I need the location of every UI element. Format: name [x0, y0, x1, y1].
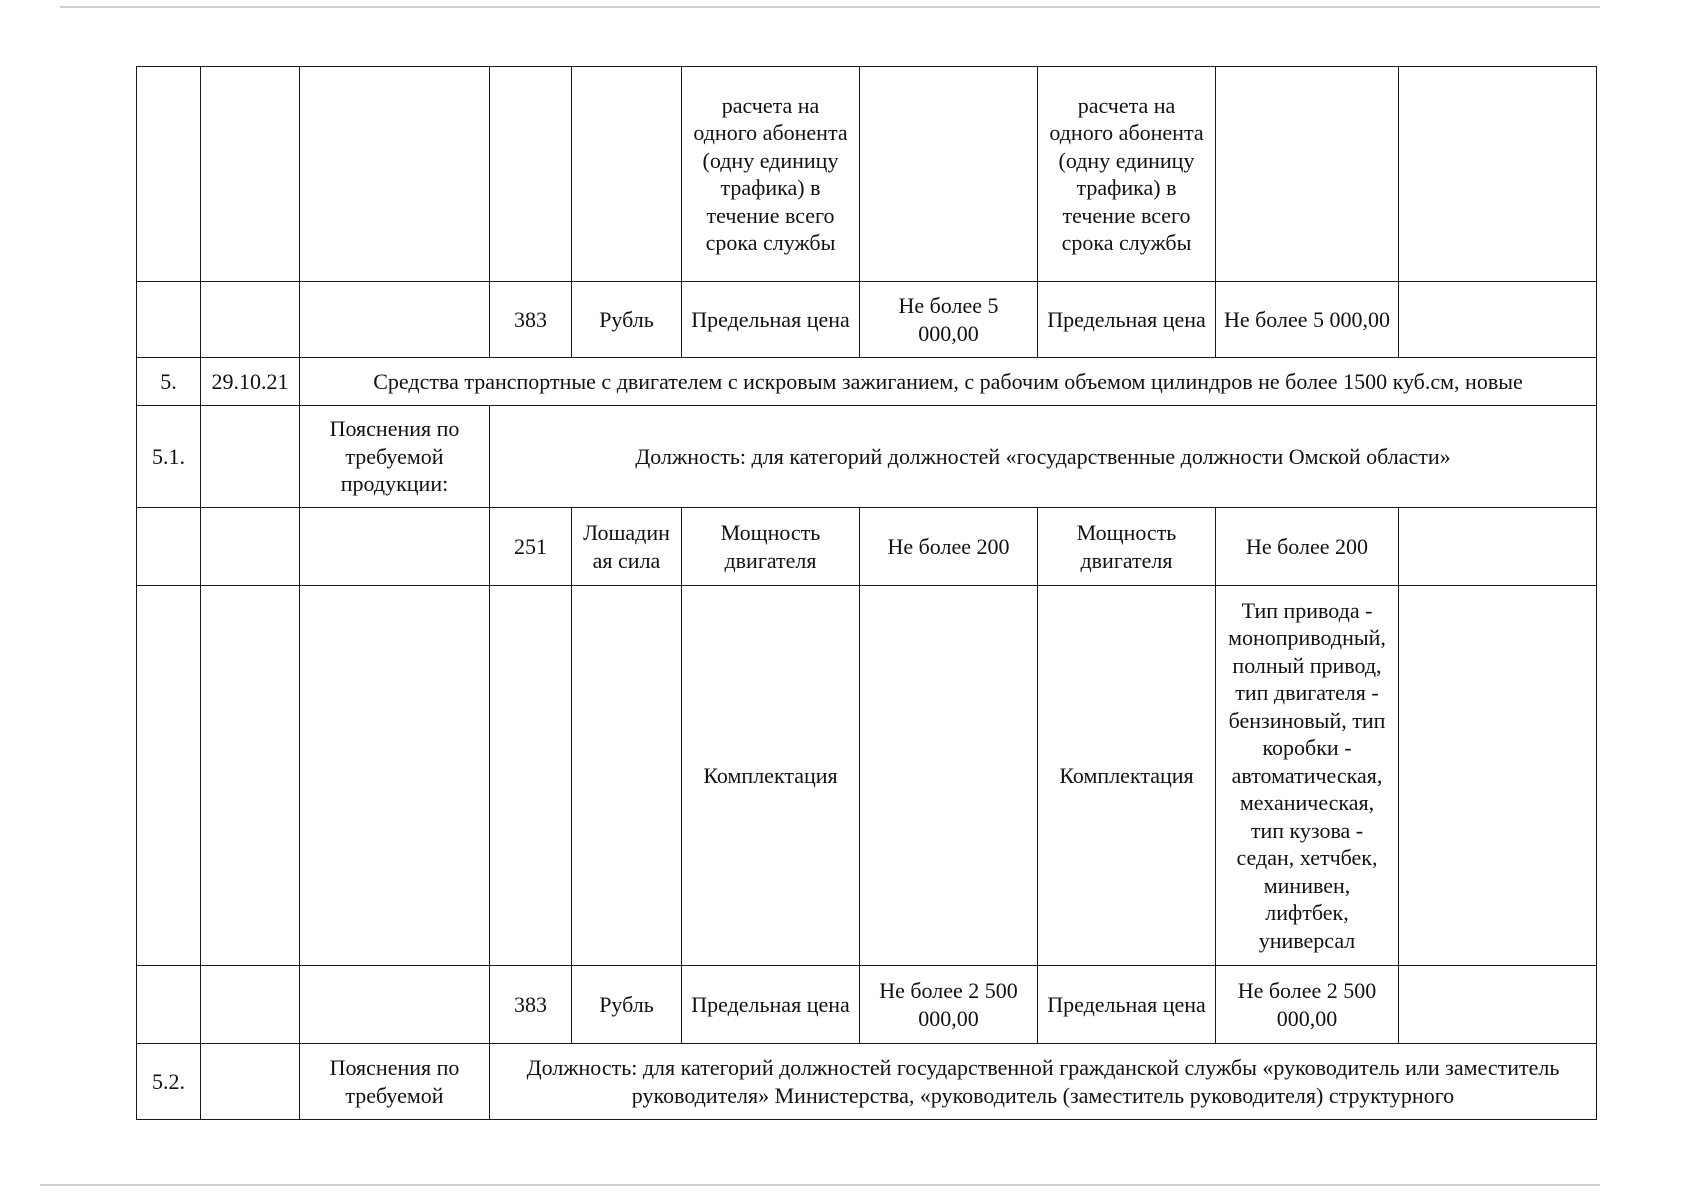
cell-name [300, 966, 490, 1044]
cell-unit [572, 586, 682, 966]
table-row [137, 966, 1597, 1044]
cell-val1: Не более 5 000,00 [860, 282, 1038, 358]
cell-num [137, 586, 201, 966]
cell-unit [572, 67, 682, 282]
cell-name [300, 67, 490, 282]
cell-unit: Лошадин ая сила [572, 508, 682, 586]
cell-code: 251 [490, 508, 572, 586]
cell-char1: Мощность двигателя [682, 508, 860, 586]
cell-product-name: Средства транспортные с двигателем с искровым зажиганием, с рабочим объемом цилиндров не более 1500 куб.см, новые [300, 358, 1597, 406]
cell-num: 5.1. [137, 406, 201, 508]
cell-code [490, 67, 572, 282]
scan-edge-bottom [40, 1184, 1600, 1186]
cell-okpd [201, 508, 300, 586]
table-row [137, 508, 1597, 586]
cell-val1: Не более 2 500 000,00 [860, 966, 1038, 1044]
cell-char2: Предельная цена [1038, 966, 1216, 1044]
scan-edge-top [60, 6, 1600, 8]
table-row [137, 282, 1597, 358]
cell-num: 5.2. [137, 1044, 201, 1120]
cell-code: 383 [490, 966, 572, 1044]
cell-num [137, 966, 201, 1044]
cell-val1 [860, 586, 1038, 966]
cell-okpd [201, 67, 300, 282]
cell-val2: Тип привода - моноприводный, полный привод, тип двигателя - бензиновый, тип коробки - автоматическая, механическая, тип кузова - седан, хетчбек, минивен, лифтбек, универсал [1216, 586, 1399, 966]
cell-val2: Не более 200 [1216, 508, 1399, 586]
cell-explanation-text: Должность: для категорий должностей государственной гражданской службы «руководитель или заместитель руководителя» Министерства, «руководитель (заместитель руководителя) структурного [490, 1044, 1597, 1120]
cell-extra [1399, 586, 1597, 966]
cell-unit: Рубль [572, 282, 682, 358]
cell-char1: Предельная цена [682, 966, 860, 1044]
cell-val2: Не более 2 500 000,00 [1216, 966, 1399, 1044]
cell-name [300, 282, 490, 358]
cell-val1: Не более 200 [860, 508, 1038, 586]
table-row [137, 406, 1597, 508]
cell-val1 [860, 67, 1038, 282]
cell-code: 383 [490, 282, 572, 358]
cell-char2: Комплектация [1038, 586, 1216, 966]
cell-code [490, 586, 572, 966]
cell-extra [1399, 966, 1597, 1044]
cell-extra [1399, 67, 1597, 282]
table-row [137, 67, 1597, 282]
cell-extra [1399, 508, 1597, 586]
table-row [137, 586, 1597, 966]
cell-explanation-label: Пояснения по требуемой [300, 1044, 490, 1120]
cell-val2 [1216, 67, 1399, 282]
cell-okpd [201, 282, 300, 358]
cell-name [300, 586, 490, 966]
cell-explanation-text: Должность: для категорий должностей «государственные должности Омской области» [490, 406, 1597, 508]
cell-char2: расчета на одного абонента (одну единицу трафика) в течение всего срока службы [1038, 67, 1216, 282]
cell-extra [1399, 282, 1597, 358]
cell-val2: Не более 5 000,00 [1216, 282, 1399, 358]
requirements-table [136, 66, 1597, 1120]
table-row [137, 1044, 1597, 1120]
cell-num [137, 67, 201, 282]
cell-okpd: 29.10.21 [201, 358, 300, 406]
cell-explanation-label: Пояснения по требуемой продукции: [300, 406, 490, 508]
cell-okpd [201, 1044, 300, 1120]
cell-char1: Предельная цена [682, 282, 860, 358]
cell-unit: Рубль [572, 966, 682, 1044]
cell-num [137, 508, 201, 586]
cell-okpd [201, 966, 300, 1044]
cell-name [300, 508, 490, 586]
cell-num [137, 282, 201, 358]
cell-okpd [201, 586, 300, 966]
cell-char2: Предельная цена [1038, 282, 1216, 358]
table-row [137, 358, 1597, 406]
cell-char1: Комплектация [682, 586, 860, 966]
cell-char2: Мощность двигателя [1038, 508, 1216, 586]
cell-okpd [201, 406, 300, 508]
cell-num: 5. [137, 358, 201, 406]
cell-char1: расчета на одного абонента (одну единицу трафика) в течение всего срока службы [682, 67, 860, 282]
